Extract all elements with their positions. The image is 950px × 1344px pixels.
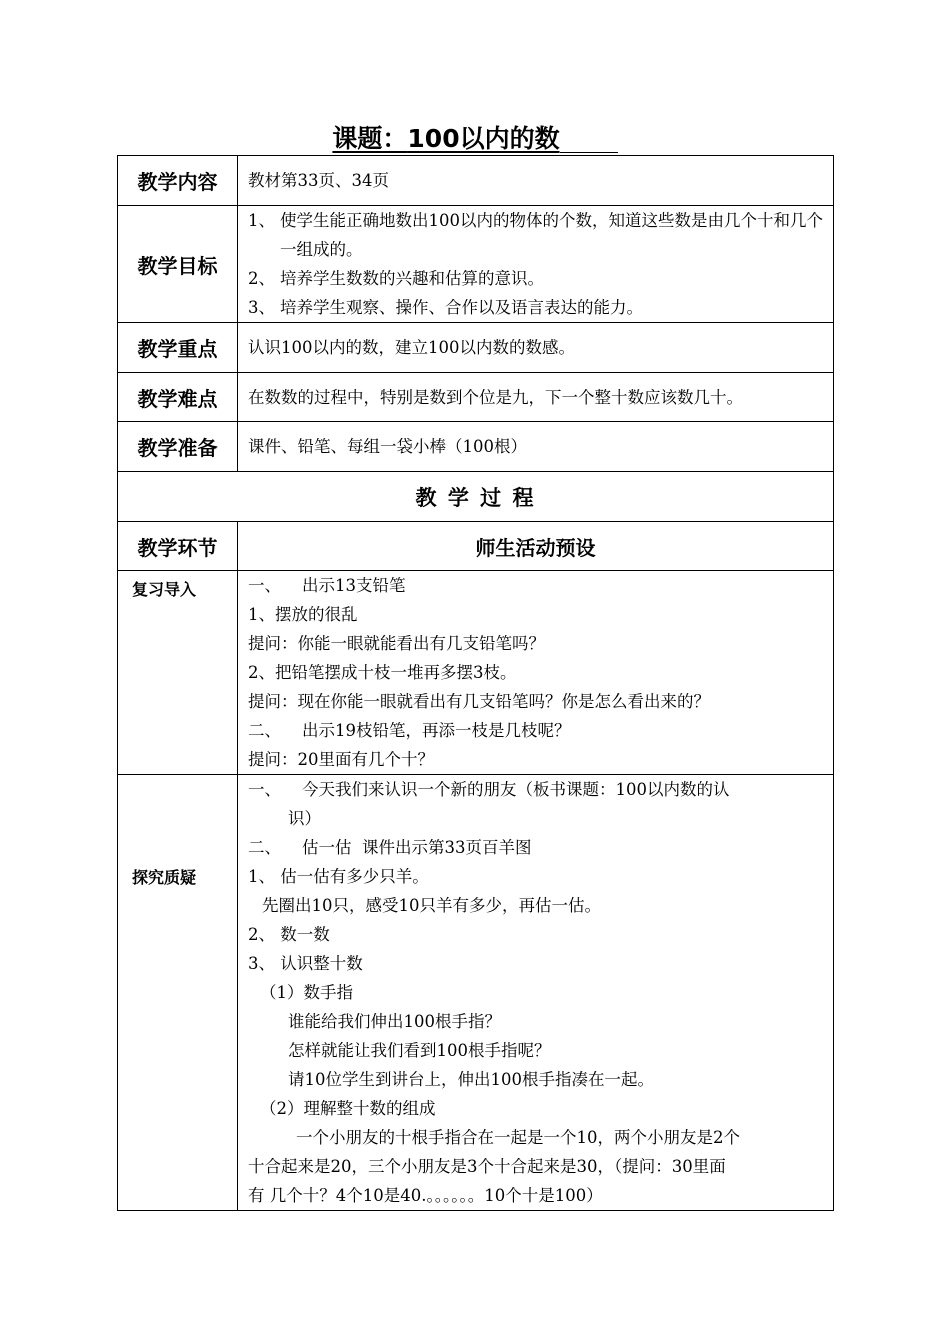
row-review xyxy=(118,571,834,775)
explore-line: 谁能给我们伸出100根手指？ xyxy=(288,1012,501,1031)
goal-item xyxy=(248,293,825,322)
explore-line: 1、 估一估有多少只羊。 xyxy=(248,867,429,886)
row-value: 在数数的过程中，特别是数到个位是九，下一个整十数应该数几十。 xyxy=(238,373,834,422)
review-line: 二、 出示19枝铅笔，再添一枝是几枝呢？ xyxy=(248,721,571,740)
title-subject: 100以内的数 xyxy=(407,124,560,153)
explore-line: 十合起来是20，三个小朋友是3个十合起来是30，（提问：30里面 xyxy=(248,1157,726,1176)
goal-text: 使学生能正确地数出100以内的物体的个数，知道这些数是由几个十和几个一组成的。 xyxy=(280,211,823,259)
explore-cell xyxy=(238,775,834,1211)
explore-line: （2）理解整十数的组成 xyxy=(260,1099,436,1118)
lesson-plan-table xyxy=(117,155,834,1211)
review-line: 提问：你能一眼就能看出有几支铅笔吗？ xyxy=(248,634,545,653)
process-heading-row xyxy=(118,472,834,522)
goal-text: 培养学生观察、操作、合作以及语言表达的能力。 xyxy=(280,298,643,317)
goals-cell xyxy=(238,206,834,323)
review-cell xyxy=(238,571,834,775)
row-content xyxy=(118,156,834,206)
goal-number: 2、 xyxy=(248,269,275,288)
explore-line: 2、 数一数 xyxy=(248,925,330,944)
goal-number: 1、 xyxy=(248,211,275,230)
explore-line: 识） xyxy=(288,809,321,828)
goal-item xyxy=(248,206,825,264)
review-line: 提问：20里面有几个十？ xyxy=(248,750,434,769)
review-line: 一、 出示13支铅笔 xyxy=(248,576,406,595)
stage-label: 探究质疑 xyxy=(118,775,238,1211)
col-header-stage: 教学环节 xyxy=(118,522,238,571)
row-label: 教学目标 xyxy=(118,206,238,323)
goal-text: 培养学生数数的兴趣和估算的意识。 xyxy=(280,269,544,288)
col-header-activity: 师生活动预设 xyxy=(238,522,834,571)
process-header-row xyxy=(118,522,834,571)
review-line: 2、把铅笔摆成十枝一堆再多摆3枝。 xyxy=(248,663,517,682)
explore-line: （1）数手指 xyxy=(260,983,353,1002)
row-difficulty xyxy=(118,373,834,422)
explore-line: 怎样就能让我们看到100根手指呢？ xyxy=(288,1041,551,1060)
explore-line: 先圈出10只，感受10只羊有多少，再估一估。 xyxy=(262,896,601,915)
explore-line: 有 几个十？4个10是40.。。。。。。10个十是100） xyxy=(248,1186,603,1205)
goal-number: 3、 xyxy=(248,298,275,317)
row-explore xyxy=(118,775,834,1211)
row-label: 教学准备 xyxy=(118,422,238,472)
explore-line: 二、 估一估 课件出示第33页百羊图 xyxy=(248,838,532,857)
stage-label: 复习导入 xyxy=(118,571,238,775)
page-title xyxy=(0,122,950,156)
row-key-point xyxy=(118,323,834,373)
title-blank-line xyxy=(560,125,618,153)
title-label: 课题： xyxy=(332,124,408,153)
goal-item xyxy=(248,264,825,293)
row-value: 认识100以内的数，建立100以内数的数感。 xyxy=(238,323,834,373)
row-value: 教材第33页、34页 xyxy=(238,156,834,206)
explore-line: 请10位学生到讲台上，伸出100根手指凑在一起。 xyxy=(288,1070,654,1089)
row-label: 教学重点 xyxy=(118,323,238,373)
review-line: 提问：现在你能一眼就看出有几支铅笔吗？你是怎么看出来的？ xyxy=(248,692,710,711)
row-goals xyxy=(118,206,834,323)
row-label: 教学内容 xyxy=(118,156,238,206)
process-heading: 教 学 过 程 xyxy=(118,472,834,522)
row-preparation xyxy=(118,422,834,472)
explore-line: 一个小朋友的十根手指合在一起是一个10，两个小朋友是2个 xyxy=(296,1128,740,1147)
row-label: 教学难点 xyxy=(118,373,238,422)
explore-line: 一、 今天我们来认识一个新的朋友（板书课题：100以内数的认 xyxy=(248,780,730,799)
explore-line: 3、 认识整十数 xyxy=(248,954,363,973)
review-line: 1、摆放的很乱 xyxy=(248,605,358,624)
row-value: 课件、铅笔、每组一袋小棒（100根） xyxy=(238,422,834,472)
